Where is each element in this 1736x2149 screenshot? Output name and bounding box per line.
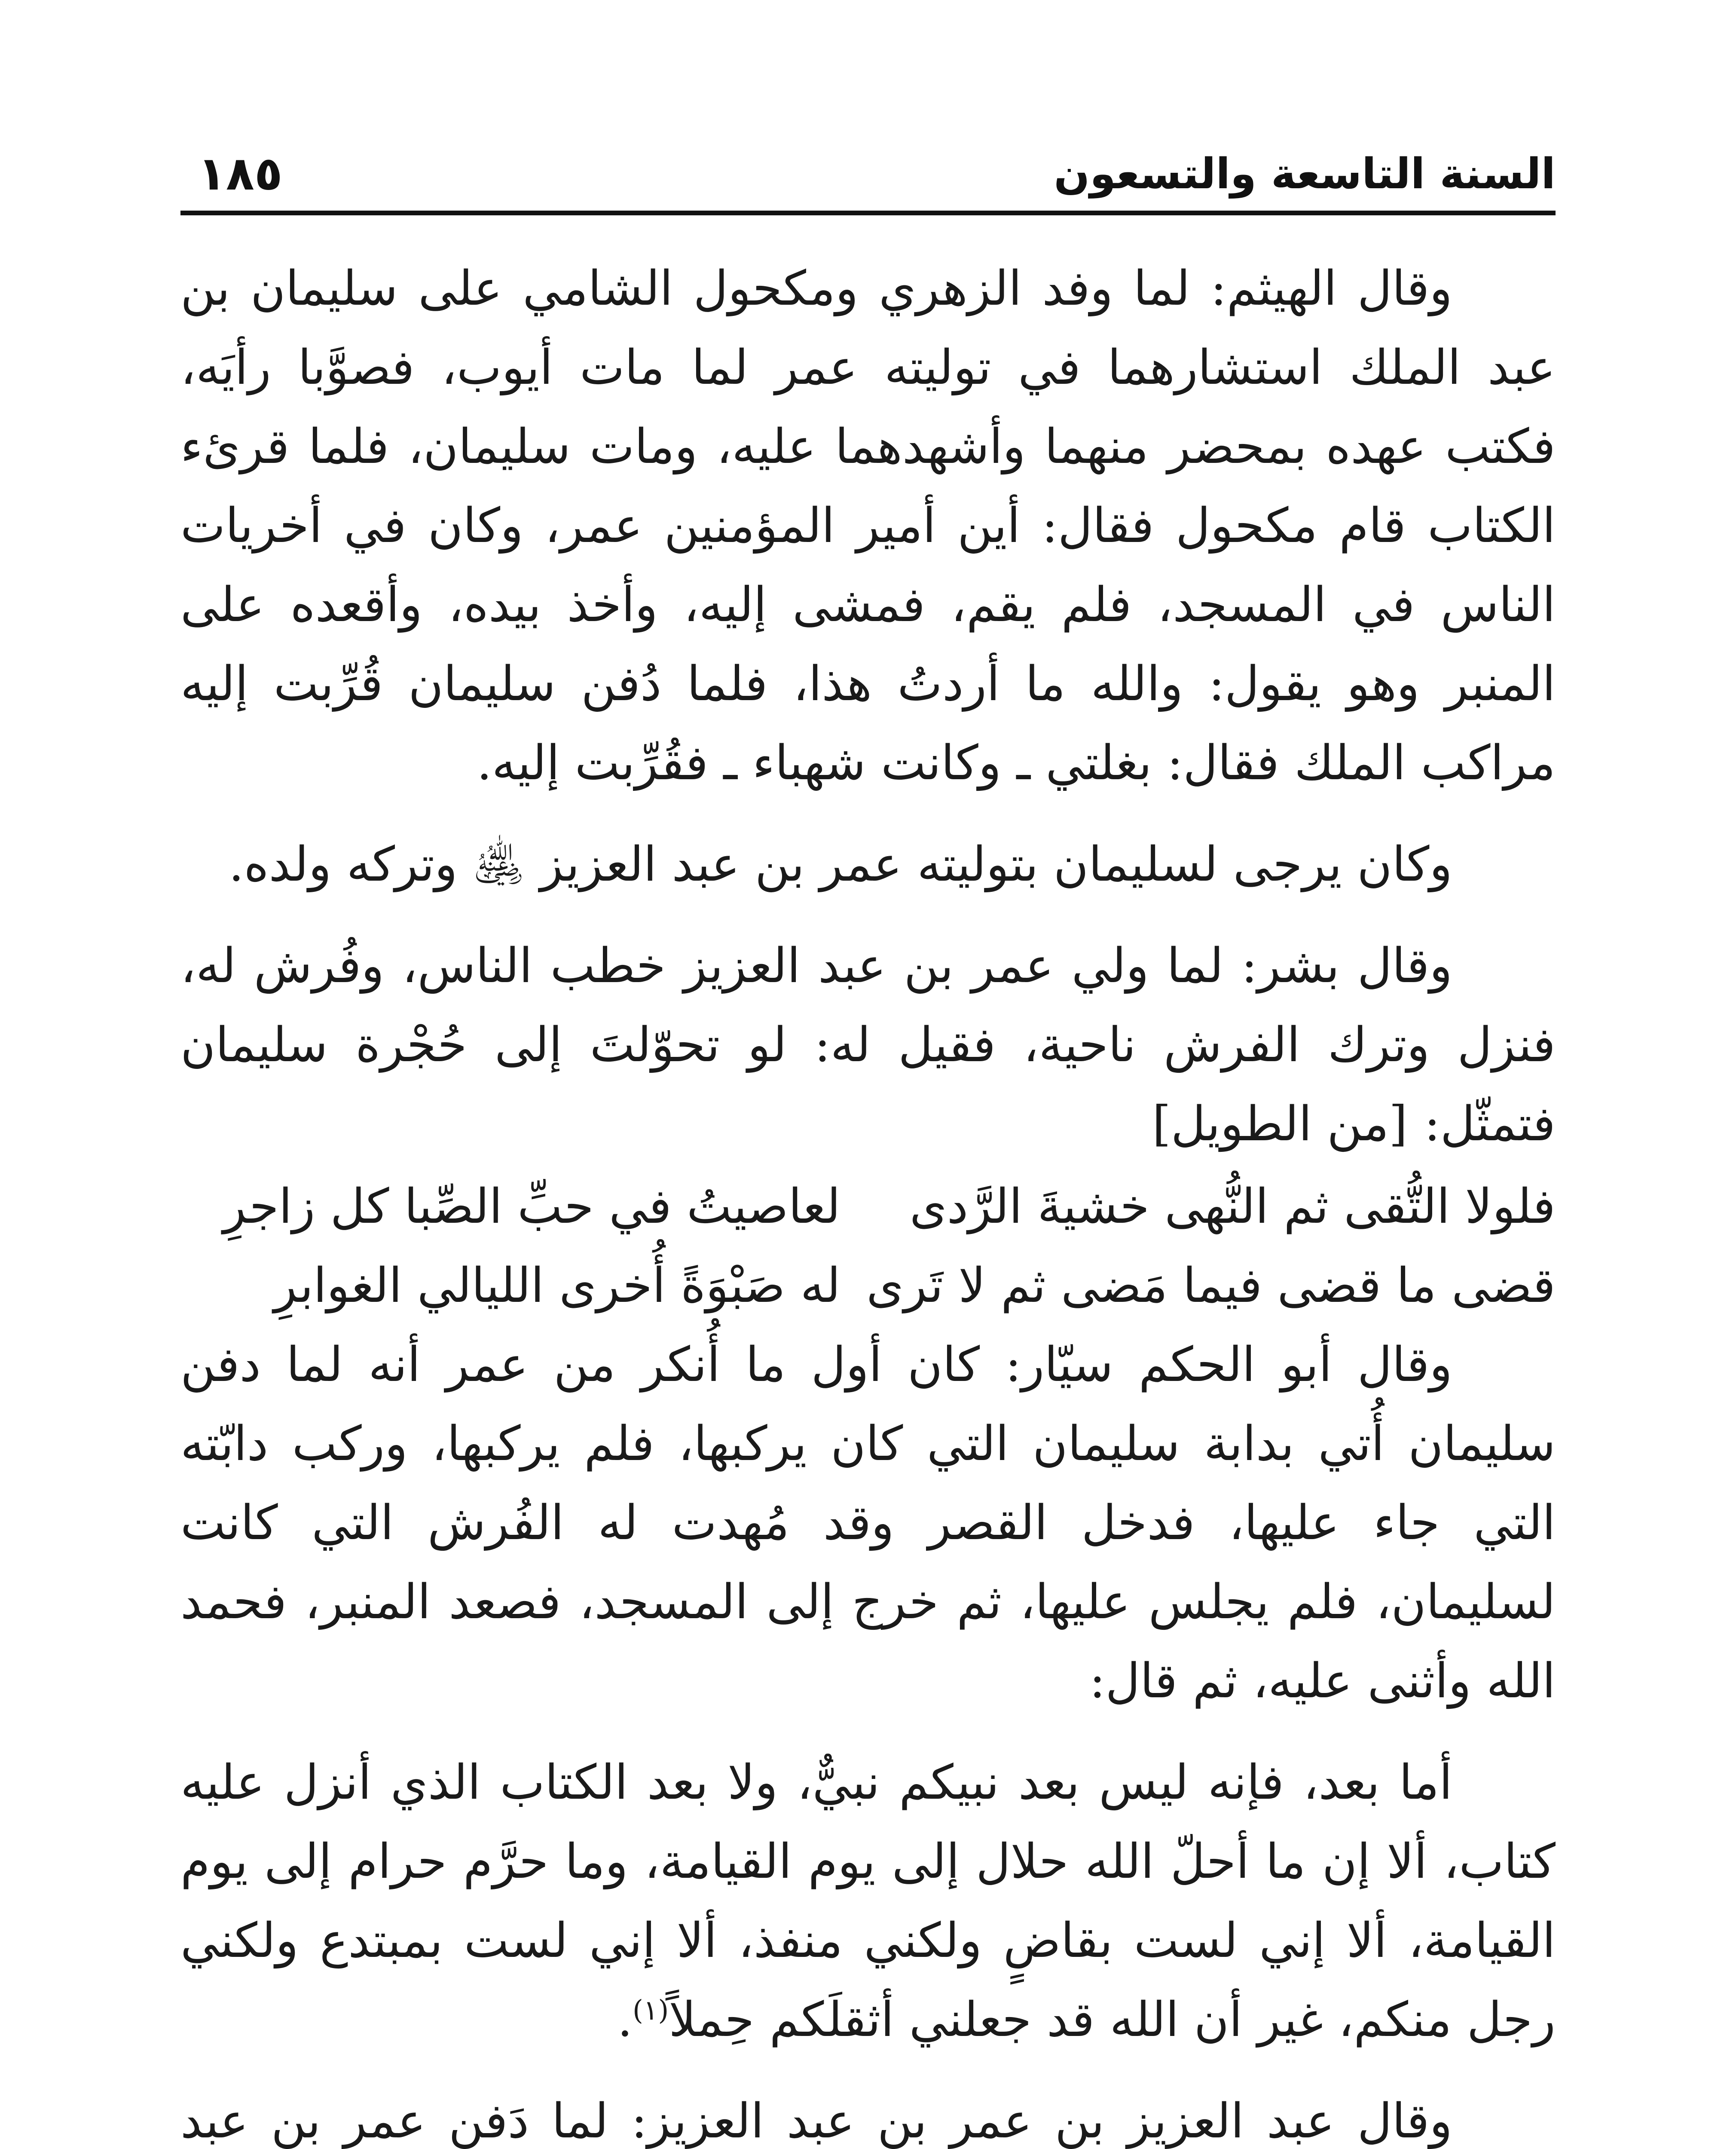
paragraph-6: وقال عبد العزيز بن عمر بن عبد العزيز: لما دَفن عمر بن عبد xyxy=(180,2094,1452,2149)
footnote-reference: (١) xyxy=(633,1995,669,2027)
running-title: السنة التاسعة والتسعون xyxy=(1054,150,1556,199)
paragraph-5 xyxy=(180,1743,1556,2060)
verse-1-second-hemistich: لعاصيتُ في حبِّ الصِّبا كل زاجرِ xyxy=(223,1179,840,1234)
verse-2-first-hemistich: قضى ما قضى فيما مَضى ثم لا تَرى xyxy=(866,1258,1556,1313)
paragraph-4: وقال أبو الحكم سيّار: كان أول ما أُنكر من عمر أنه لما دفن سليمان أُتي بدابة سليمان التي كان يركبها، فلم يركبها، وركب دابّته التي جاء عليها، فدخل القصر وقد مُهدت له الفُرش التي كانت لسليمان، فلم يجلس عليها، ثم خرج إلى المسجد، فصعد المنبر، فحمد الله وأثنى عليه، ثم قال: xyxy=(180,1337,1556,1709)
paragraph-5-end: . xyxy=(617,1992,633,2048)
paragraph-2: وكان يرجى لسليمان بتوليته عمر بن عبد العزيز ﵁ وتركه ولده. xyxy=(229,837,1452,892)
verse-2-second-hemistich: له صَبْوَةً أُخرى الليالي الغوابرِ xyxy=(274,1258,840,1313)
header-rule xyxy=(180,211,1556,215)
paragraph-1: وقال الهيثم: لما وفد الزهري ومكحول الشامي على سليمان بن عبد الملك استشارهما في توليته عمر لما مات أيوب، فصوَّبا رأيَه، فكتب عهده بمحضر منهما وأشهدهما عليه، ومات سليمان، فلما قرئء الكتاب قام مكحول فقال: أين أمير المؤمنين عمر، وكان في أخريات الناس في المسجد، فلم يقم، فمشى إليه، وأخذ بيده، وأقعده على المنبر وهو يقول: والله ما أردتُ هذا، فلما دُفن سليمان قُرِّبت إليه مراكب الملك فقال: بغلتي ـ وكانت شهباء ـ فقُرِّبت إليه. xyxy=(180,261,1556,791)
poem xyxy=(180,1167,1556,1326)
page-header xyxy=(180,129,1556,215)
poem-verse-1 xyxy=(180,1167,1556,1246)
paragraph-3 xyxy=(180,927,1556,1164)
paragraph-5-text: أما بعد، فإنه ليس بعد نبيكم نبيٌّ، ولا بعد الكتاب الذي أنزل عليه كتاب، ألا إن ما أحلّ الله حلال إلى يوم القيامة، وما حرَّم حرام إلى يوم القيامة، ألا إني لست بقاضٍ ولكني منفذ، ألا إني لست بمبتدع ولكني رجل منكم، غير أن الله قد جعلني أثقلَكم حِملاً xyxy=(180,1755,1556,2048)
poem-meter-label: [من الطويل] xyxy=(1152,1096,1408,1152)
poem-verse-2 xyxy=(180,1246,1556,1326)
paragraph-3-text: وقال بشر: لما ولي عمر بن عبد العزيز خطب الناس، وفُرش له، فنزل وترك الفرش ناحية، فقيل له: لو تحوّلتَ إلى حُجْرة سليمان فتمثّل: xyxy=(180,938,1556,1152)
verse-1-first-hemistich: فلولا التُّقى ثم النُّهى خشيةَ الرَّدى xyxy=(909,1179,1556,1234)
page-number: ١٨٥ xyxy=(198,147,283,201)
body-text xyxy=(180,249,1556,2149)
